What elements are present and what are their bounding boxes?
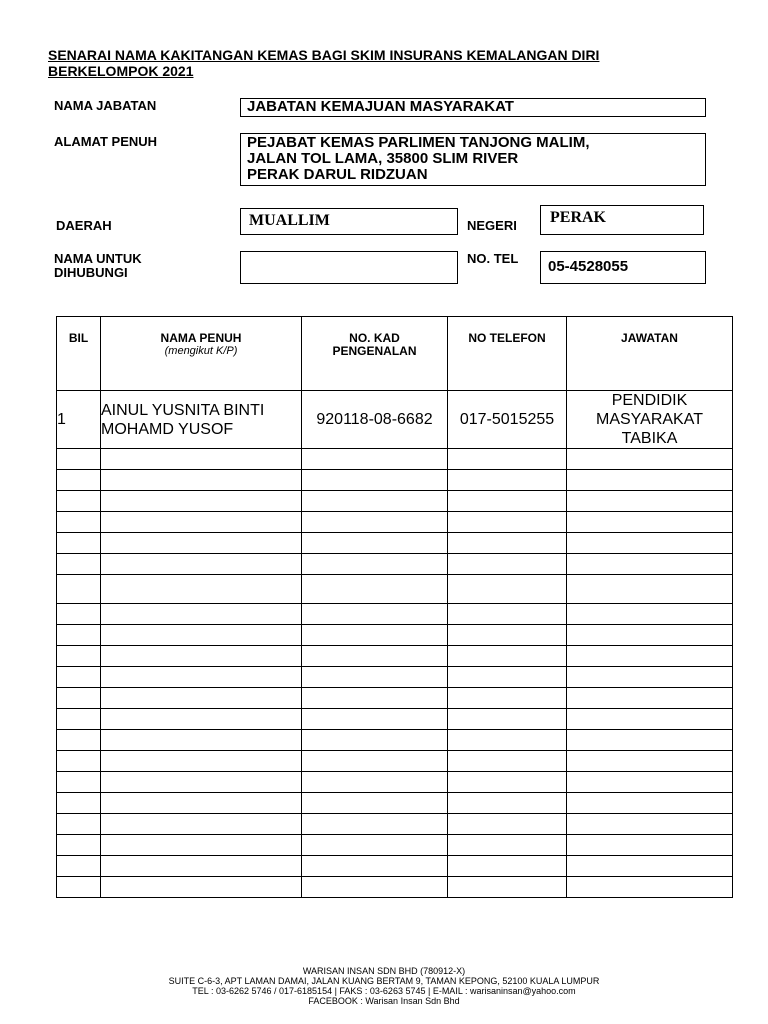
table-row-empty (57, 470, 733, 491)
empty-cell[interactable] (101, 814, 302, 835)
cell-jawatan-line-3: TABIKA (621, 430, 678, 447)
table-row-empty (57, 793, 733, 814)
table-row-empty (57, 554, 733, 575)
negeri-field[interactable]: PERAK (540, 205, 704, 235)
contact-label-line-1: NAMA UNTUK (54, 251, 142, 266)
table-row-empty (57, 449, 733, 470)
empty-cell[interactable] (567, 688, 733, 709)
empty-cell[interactable] (302, 470, 448, 491)
empty-cell[interactable] (57, 856, 101, 877)
empty-cell[interactable] (101, 449, 302, 470)
empty-cell[interactable] (57, 575, 101, 604)
footer-line-2: SUITE C-6-3, APT LAMAN DAMAI, JALAN KUANG BERTAM 9, TAMAN KEPONG, 52100 KUALA LUMPUR (168, 976, 600, 986)
table-row-empty (57, 491, 733, 512)
tel-label: NO. TEL (467, 251, 519, 266)
staff-table (56, 316, 733, 898)
empty-cell[interactable] (567, 835, 733, 856)
header-bil: BIL (57, 317, 101, 391)
empty-cell[interactable] (302, 667, 448, 688)
alamat-line-2: JALAN TOL LAMA, 35800 SLIM RIVER (247, 150, 519, 167)
empty-cell[interactable] (567, 856, 733, 877)
empty-cell[interactable] (57, 793, 101, 814)
header-kad-line-2: PENGENALAN (332, 344, 417, 358)
empty-cell[interactable] (57, 646, 101, 667)
empty-cell[interactable] (448, 730, 567, 751)
empty-cell[interactable] (448, 554, 567, 575)
title-line-2: BERKELOMPOK 2021 (48, 63, 194, 79)
header-nama-sub: (mengikut K/P) (164, 345, 238, 357)
header-kad (302, 317, 448, 391)
empty-cell[interactable] (101, 533, 302, 554)
empty-cell[interactable] (302, 512, 448, 533)
empty-cell[interactable] (302, 793, 448, 814)
footer-line-3: TEL : 03-6262 5746 / 017-6185154 | FAKS : 03-6263 5745 | E-MAIL : warisaninsan@yahoo.com (192, 986, 576, 996)
empty-cell[interactable] (567, 877, 733, 898)
cell-jawatan[interactable] (567, 391, 733, 449)
empty-cell[interactable] (448, 772, 567, 793)
table-row-empty (57, 772, 733, 793)
table-row-empty (57, 730, 733, 751)
empty-cell[interactable] (101, 730, 302, 751)
table-row-empty (57, 814, 733, 835)
empty-cell[interactable] (101, 646, 302, 667)
header-kad-line-1: NO. KAD (349, 331, 400, 345)
alamat-line-1: PEJABAT KEMAS PARLIMEN TANJONG MALIM, (247, 134, 590, 151)
empty-cell[interactable] (302, 575, 448, 604)
empty-cell[interactable] (302, 688, 448, 709)
empty-cell[interactable] (567, 793, 733, 814)
empty-cell[interactable] (57, 688, 101, 709)
table-row-empty (57, 604, 733, 625)
empty-cell[interactable] (567, 533, 733, 554)
empty-cell[interactable] (302, 751, 448, 772)
table-row-empty (57, 709, 733, 730)
empty-cell[interactable] (57, 449, 101, 470)
header-nama (101, 317, 302, 391)
cell-jawatan-line-2: MASYARAKAT (596, 411, 703, 428)
empty-cell[interactable] (567, 709, 733, 730)
empty-cell[interactable] (57, 554, 101, 575)
header-jawatan: JAWATAN (567, 317, 733, 391)
empty-cell[interactable] (101, 470, 302, 491)
empty-cell[interactable] (57, 470, 101, 491)
table-row-empty (57, 667, 733, 688)
empty-cell[interactable] (302, 554, 448, 575)
empty-cell[interactable] (448, 793, 567, 814)
empty-cell[interactable] (302, 856, 448, 877)
table-row-empty (57, 625, 733, 646)
empty-cell[interactable] (101, 793, 302, 814)
document-title (48, 47, 688, 79)
header-nama-label: NAMA PENUH (160, 331, 242, 345)
table-row-empty (57, 646, 733, 667)
empty-cell[interactable] (448, 449, 567, 470)
empty-cell[interactable] (567, 667, 733, 688)
empty-cell[interactable] (101, 604, 302, 625)
empty-cell[interactable] (567, 491, 733, 512)
empty-cell[interactable] (57, 751, 101, 772)
empty-cell[interactable] (448, 512, 567, 533)
empty-cell[interactable] (302, 491, 448, 512)
empty-cell[interactable] (302, 449, 448, 470)
empty-cell[interactable] (101, 709, 302, 730)
table-row (57, 391, 733, 449)
contact-label (54, 252, 142, 280)
alamat-line-3: PERAK DARUL RIDZUAN (247, 166, 428, 183)
empty-cell[interactable] (57, 533, 101, 554)
empty-cell[interactable] (57, 772, 101, 793)
empty-cell[interactable] (448, 604, 567, 625)
empty-cell[interactable] (101, 772, 302, 793)
empty-cell[interactable] (567, 512, 733, 533)
daerah-label: DAERAH (56, 218, 112, 233)
empty-cell[interactable] (57, 730, 101, 751)
empty-cell[interactable] (302, 625, 448, 646)
table-row-empty (57, 512, 733, 533)
empty-cell[interactable] (302, 814, 448, 835)
empty-cell[interactable] (448, 814, 567, 835)
cell-jawatan-line-1: PENDIDIK (611, 392, 688, 409)
empty-cell[interactable] (567, 751, 733, 772)
empty-cell[interactable] (567, 772, 733, 793)
empty-cell[interactable] (302, 604, 448, 625)
empty-cell[interactable] (101, 625, 302, 646)
cell-bil[interactable]: 1 (57, 391, 101, 449)
empty-cell[interactable] (57, 835, 101, 856)
cell-nama[interactable] (101, 391, 302, 449)
alamat-field[interactable] (240, 133, 706, 186)
jabatan-field[interactable]: JABATAN KEMAJUAN MASYARAKAT (240, 98, 706, 117)
empty-cell[interactable] (57, 512, 101, 533)
empty-cell[interactable] (448, 751, 567, 772)
table-row-empty (57, 533, 733, 554)
empty-cell[interactable] (57, 491, 101, 512)
empty-cell[interactable] (448, 877, 567, 898)
empty-cell[interactable] (302, 877, 448, 898)
cell-telefon[interactable]: 017-5015255 (448, 391, 567, 449)
table-row-empty (57, 877, 733, 898)
table-row-empty (57, 575, 733, 604)
empty-cell[interactable] (448, 575, 567, 604)
table-row-empty (57, 751, 733, 772)
empty-cell[interactable] (302, 835, 448, 856)
empty-cell[interactable] (101, 688, 302, 709)
footer-line-4: FACEBOOK : Warisan Insan Sdn Bhd (308, 996, 460, 1006)
footer-line-1: WARISAN INSAN SDN BHD (780912-X) (302, 966, 466, 976)
empty-cell[interactable] (101, 512, 302, 533)
empty-cell[interactable] (448, 856, 567, 877)
empty-cell[interactable] (302, 533, 448, 554)
empty-cell[interactable] (567, 449, 733, 470)
empty-cell[interactable] (567, 554, 733, 575)
empty-cell[interactable] (101, 835, 302, 856)
empty-cell[interactable] (448, 667, 567, 688)
contact-field[interactable] (240, 251, 458, 284)
empty-cell[interactable] (567, 575, 733, 604)
empty-cell[interactable] (448, 470, 567, 491)
empty-cell[interactable] (57, 625, 101, 646)
empty-cell[interactable] (101, 751, 302, 772)
empty-cell[interactable] (57, 604, 101, 625)
cell-kad[interactable]: 920118-08-6682 (302, 391, 448, 449)
table-row-empty (57, 688, 733, 709)
daerah-field[interactable]: MUALLIM (240, 208, 458, 235)
empty-cell[interactable] (101, 877, 302, 898)
empty-cell[interactable] (567, 604, 733, 625)
empty-cell[interactable] (567, 730, 733, 751)
negeri-label: NEGERI (467, 218, 517, 233)
empty-cell[interactable] (101, 554, 302, 575)
empty-cell[interactable] (302, 730, 448, 751)
empty-cell[interactable] (567, 814, 733, 835)
empty-cell[interactable] (448, 688, 567, 709)
contact-label-line-2: DIHUBUNGI (54, 265, 128, 280)
table-row-empty (57, 856, 733, 877)
empty-cell[interactable] (448, 491, 567, 512)
empty-cell[interactable] (302, 709, 448, 730)
empty-cell[interactable] (302, 646, 448, 667)
empty-cell[interactable] (567, 625, 733, 646)
jabatan-label: NAMA JABATAN (54, 98, 157, 113)
table-row-empty (57, 835, 733, 856)
empty-cell[interactable] (101, 575, 302, 604)
empty-cell[interactable] (448, 625, 567, 646)
empty-cell[interactable] (567, 646, 733, 667)
alamat-label: ALAMAT PENUH (54, 134, 158, 149)
footer (0, 966, 768, 1006)
empty-cell[interactable] (101, 667, 302, 688)
empty-cell[interactable] (57, 814, 101, 835)
tel-field[interactable]: 05-4528055 (540, 251, 706, 284)
empty-cell[interactable] (567, 470, 733, 491)
empty-cell[interactable] (448, 709, 567, 730)
empty-cell[interactable] (302, 772, 448, 793)
empty-cell[interactable] (448, 646, 567, 667)
cell-nama-line-2: MOHAMD YUSOF (101, 420, 234, 438)
empty-cell[interactable] (57, 709, 101, 730)
empty-cell[interactable] (448, 835, 567, 856)
table-header-row (57, 317, 733, 391)
empty-cell[interactable] (101, 491, 302, 512)
header-telefon: NO TELEFON (448, 317, 567, 391)
empty-cell[interactable] (448, 533, 567, 554)
title-line-1: SENARAI NAMA KAKITANGAN KEMAS BAGI SKIM INSURANS KEMALANGAN DIRI (48, 47, 600, 63)
cell-nama-line-1: AINUL YUSNITA BINTI (101, 401, 265, 419)
empty-cell[interactable] (101, 856, 302, 877)
empty-cell[interactable] (57, 877, 101, 898)
empty-cell[interactable] (57, 667, 101, 688)
